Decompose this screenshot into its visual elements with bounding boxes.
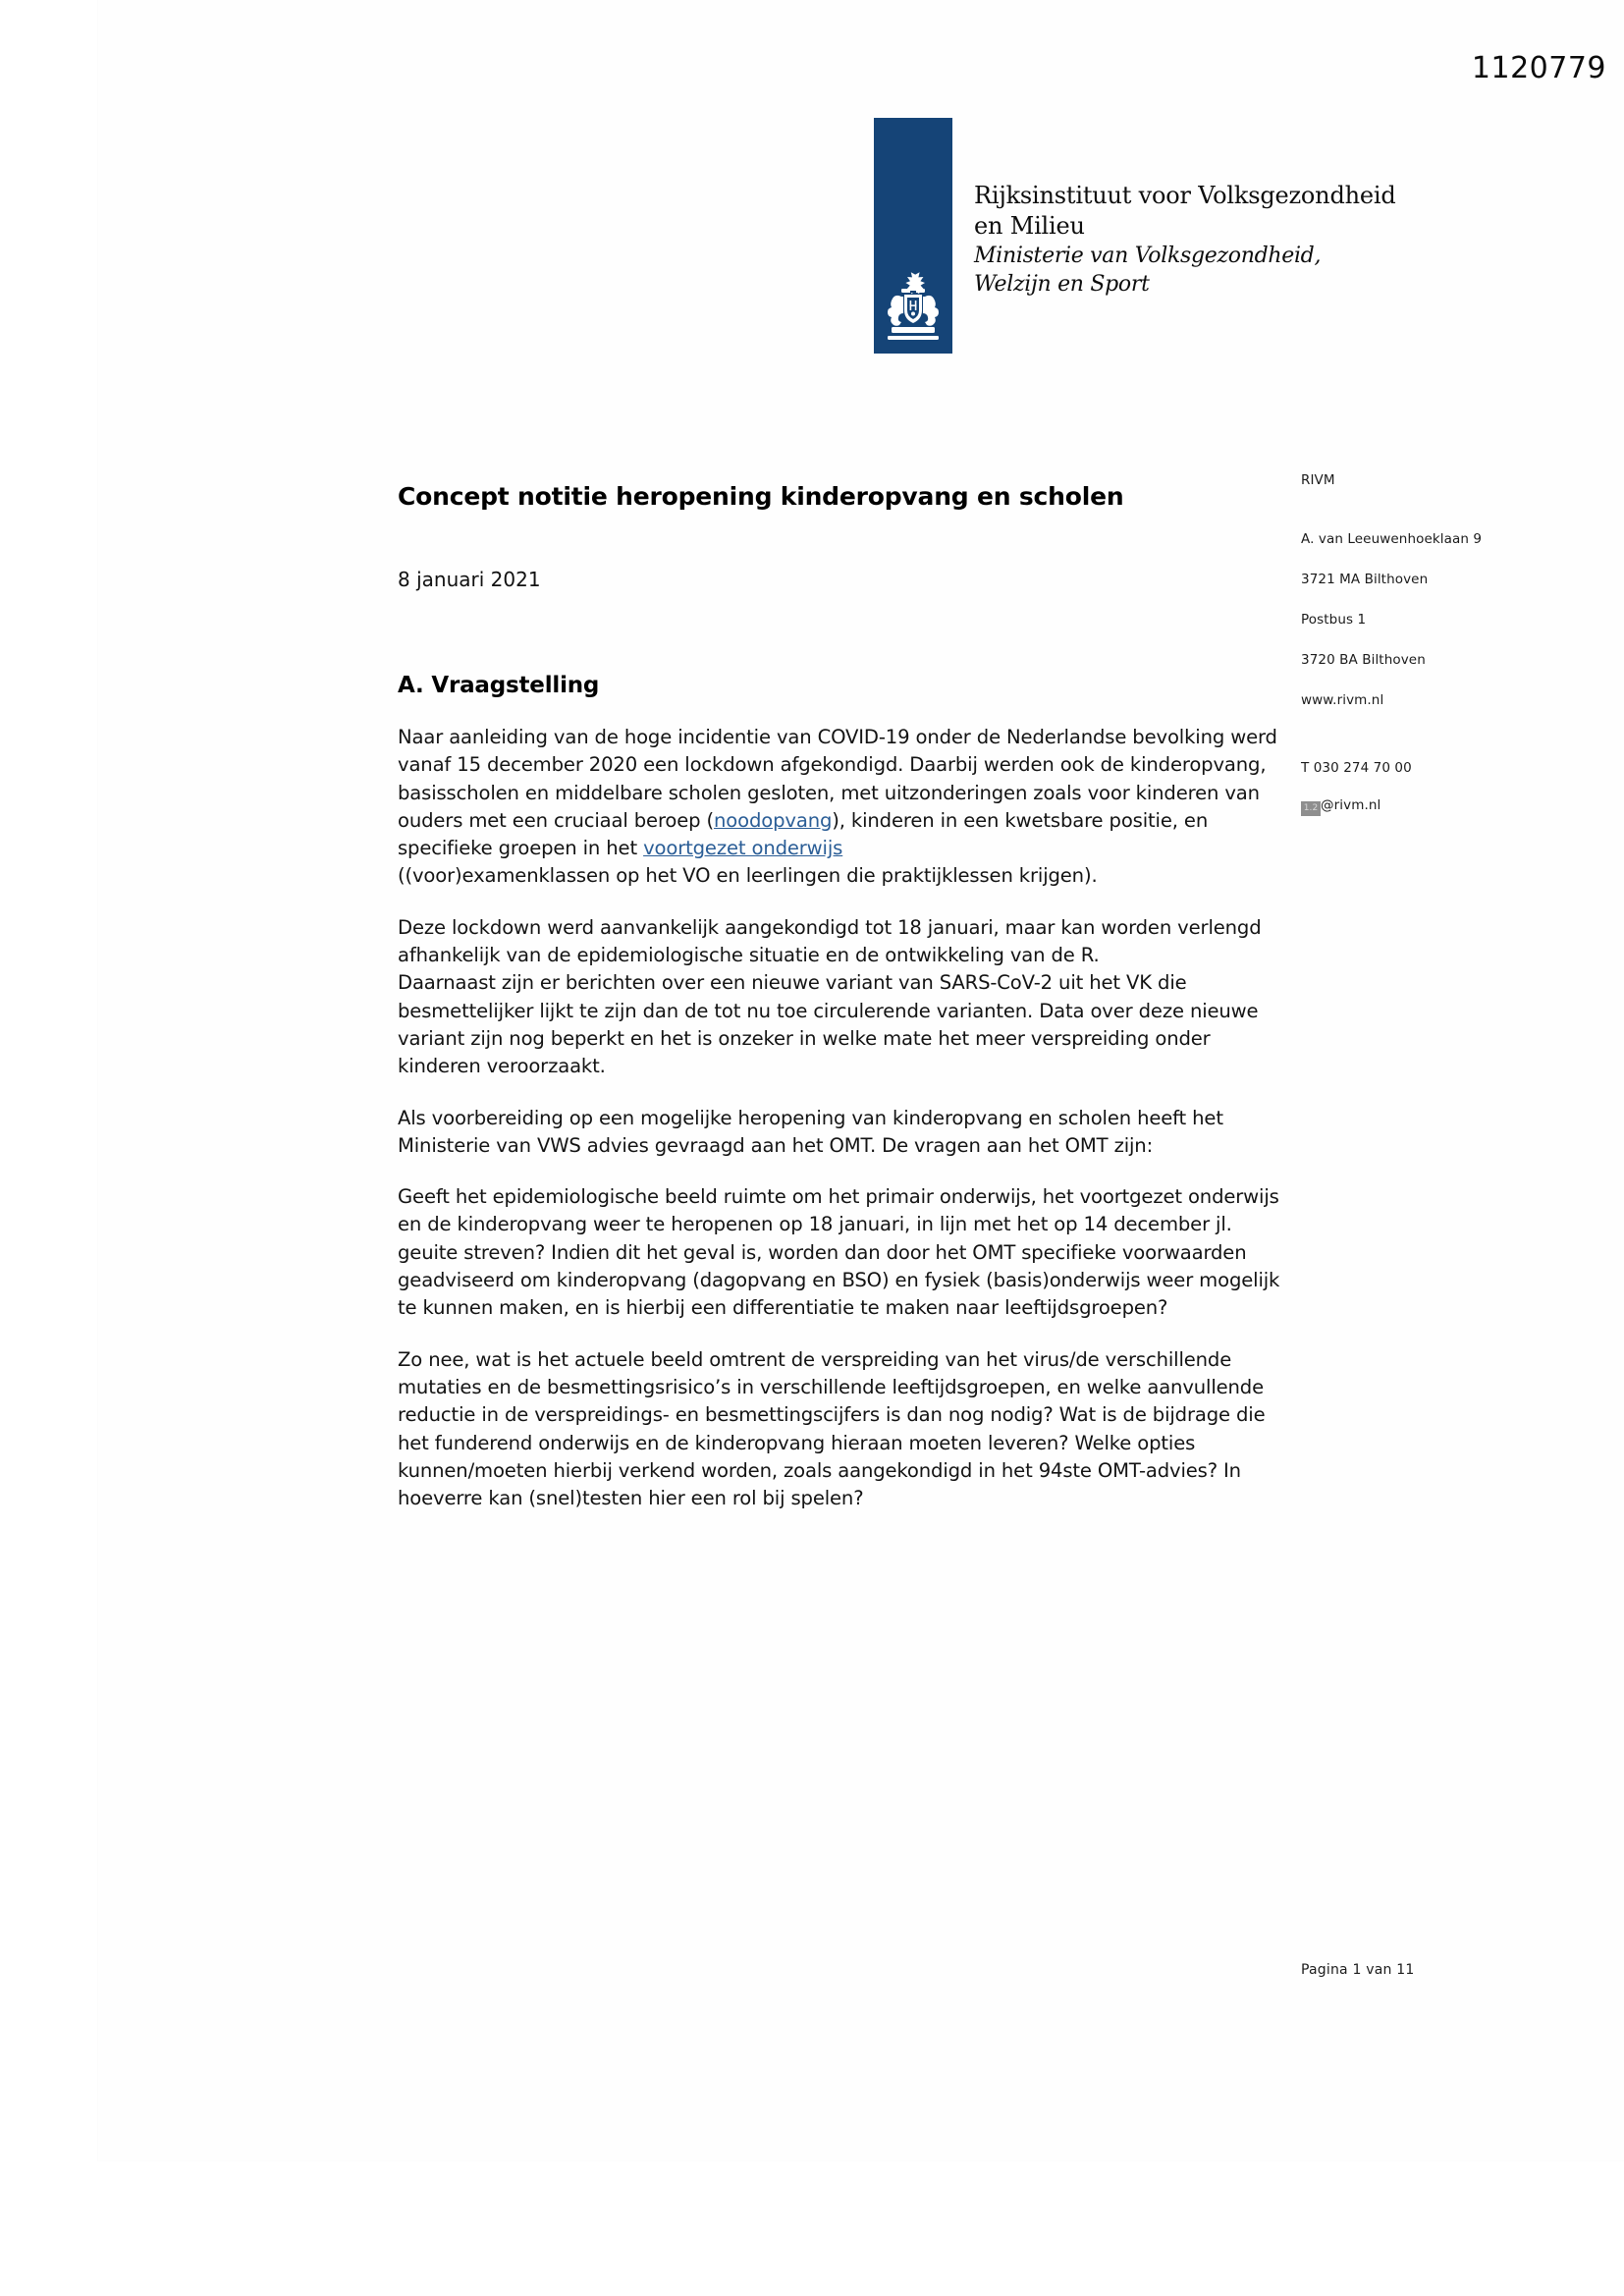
paragraph-1-text-b: ), kinderen in een kwetsbare positie, en specifieke groepen in het [398, 808, 1209, 860]
paragraph-4: Geeft het epidemiologische beeld ruimte om het primair onderwijs, het voortgezet onderwijs en de kinderopvang weer te heropenen op 18 januari, in lijn met het op 14 december jl. geuite streven? Indien dit het geval is, worden dan door het OMT specifieke voorwaarden geadviseerd om kinderopvang (dagopvang en BSO) en fysiek (basis)onderwijs weer mogelijk te kunnen maken, en is hierbij een differentiatie te maken naar leeftijdsgroepen? [398, 1185, 1280, 1320]
meta-website[interactable]: www.rivm.nl [1301, 692, 1384, 708]
document-number: 1120779 [1471, 51, 1606, 85]
page-footer: Pagina 1 van 11 [1301, 1962, 1415, 1978]
paragraph-3: Als voorbereiding op een mogelijke heropening van kinderopvang en scholen heeft het Ministerie van VWS advies gevraagd aan het OMT. De vragen aan het OMT zijn: [398, 1106, 1223, 1157]
section-heading-a: A. Vraagstelling [398, 673, 600, 698]
logo-line-3: Ministerie van Volksgezondheid, [974, 244, 1322, 268]
paragraph-2 [398, 914, 1291, 1081]
meta-postal-city: 3721 MA Bilthoven [1301, 572, 1429, 587]
paragraph-5: Zo nee, wat is het actuele beeld omtrent de verspreiding van het virus/de verschillende mutaties en de besmettingsrisico’s in verschillende leeftijdsgroepen, en welke aanvullende reductie in de verspreidings- en besmettingscijfers is dan nog nodig? Wat is de bijdrage die het funderend onderwijs en de kinderopvang hieraan moeten leveren? Welke opties kunnen/moeten hierbij verkend worden, zoals aangekondigd in het 94ste OMT-advies? In hoeverre kan (snel)testen hier een rol bij spelen? [398, 1347, 1266, 1510]
meta-phone: T 030 274 70 00 [1301, 760, 1412, 776]
paragraph-1-text-a: Naar aanleiding van de hoge incidentie van COVID-19 onder de Nederlandse bevolking werd vanaf 15 december 2020 een lockdown afgekondigd. Daarbij werden ook de kinderopvang, basisscholen en middelbare scholen gesloten, met uitzonderingen zoals voor kinderen van ouders met een cruciaal beroep ( [398, 726, 1277, 832]
link-voortgezet-onderwijs[interactable]: voortgezet onderwijs [643, 837, 843, 860]
meta-po-box: Postbus 1 [1301, 612, 1367, 628]
logo-line-2: en Milieu [974, 212, 1085, 240]
page-title: Concept notitie heropening kinderopvang en scholen [398, 482, 1124, 511]
meta-email-suffix: @rivm.nl [1321, 797, 1381, 813]
meta-spacer [1301, 732, 1586, 759]
meta-street: A. van Leeuwenhoeklaan 9 [1301, 531, 1483, 547]
meta-org: RIVM [1301, 472, 1335, 488]
paragraph-1 [398, 724, 1291, 891]
logo-line-4: Welzijn en Sport [974, 272, 1150, 297]
document-page [98, 0, 1624, 2160]
address-sidebar [1301, 471, 1586, 839]
document-date: 8 januari 2021 [398, 568, 541, 591]
rivm-logo [874, 118, 1483, 354]
meta-email [1301, 796, 1586, 816]
main-content-column [398, 481, 1291, 1512]
email-redaction-box: 1.2 [1301, 801, 1321, 816]
meta-po-postal-city: 3720 BA Bilthoven [1301, 652, 1426, 668]
logo-text-block [974, 181, 1475, 299]
link-noodopvang[interactable]: noodopvang [714, 808, 833, 832]
paragraph-2-line-b: Daarnaast zijn er berichten over een nieuwe variant van SARS-CoV-2 uit het VK die besmettelijker lijkt te zijn dan de tot nu toe circulerende varianten. Data over deze nieuwe variant zijn nog beperkt en het is onzeker in welke mate het meer verspreiding onder kinderen veroorzaakt. [398, 971, 1259, 1078]
logo-line-1: Rijksinstituut voor Volksgezondheid [974, 182, 1396, 209]
dutch-coat-of-arms-icon [878, 267, 948, 346]
paragraph-2-line-a: Deze lockdown werd aanvankelijk aangekondigd tot 18 januari, maar kan worden verlengd afhankelijk van de epidemiologische situatie en de ontwikkeling van de R. [398, 915, 1262, 967]
paragraph-1-text-c: ((voor)examenklassen op het VO en leerlingen die praktijklessen krijgen). [398, 864, 1098, 888]
